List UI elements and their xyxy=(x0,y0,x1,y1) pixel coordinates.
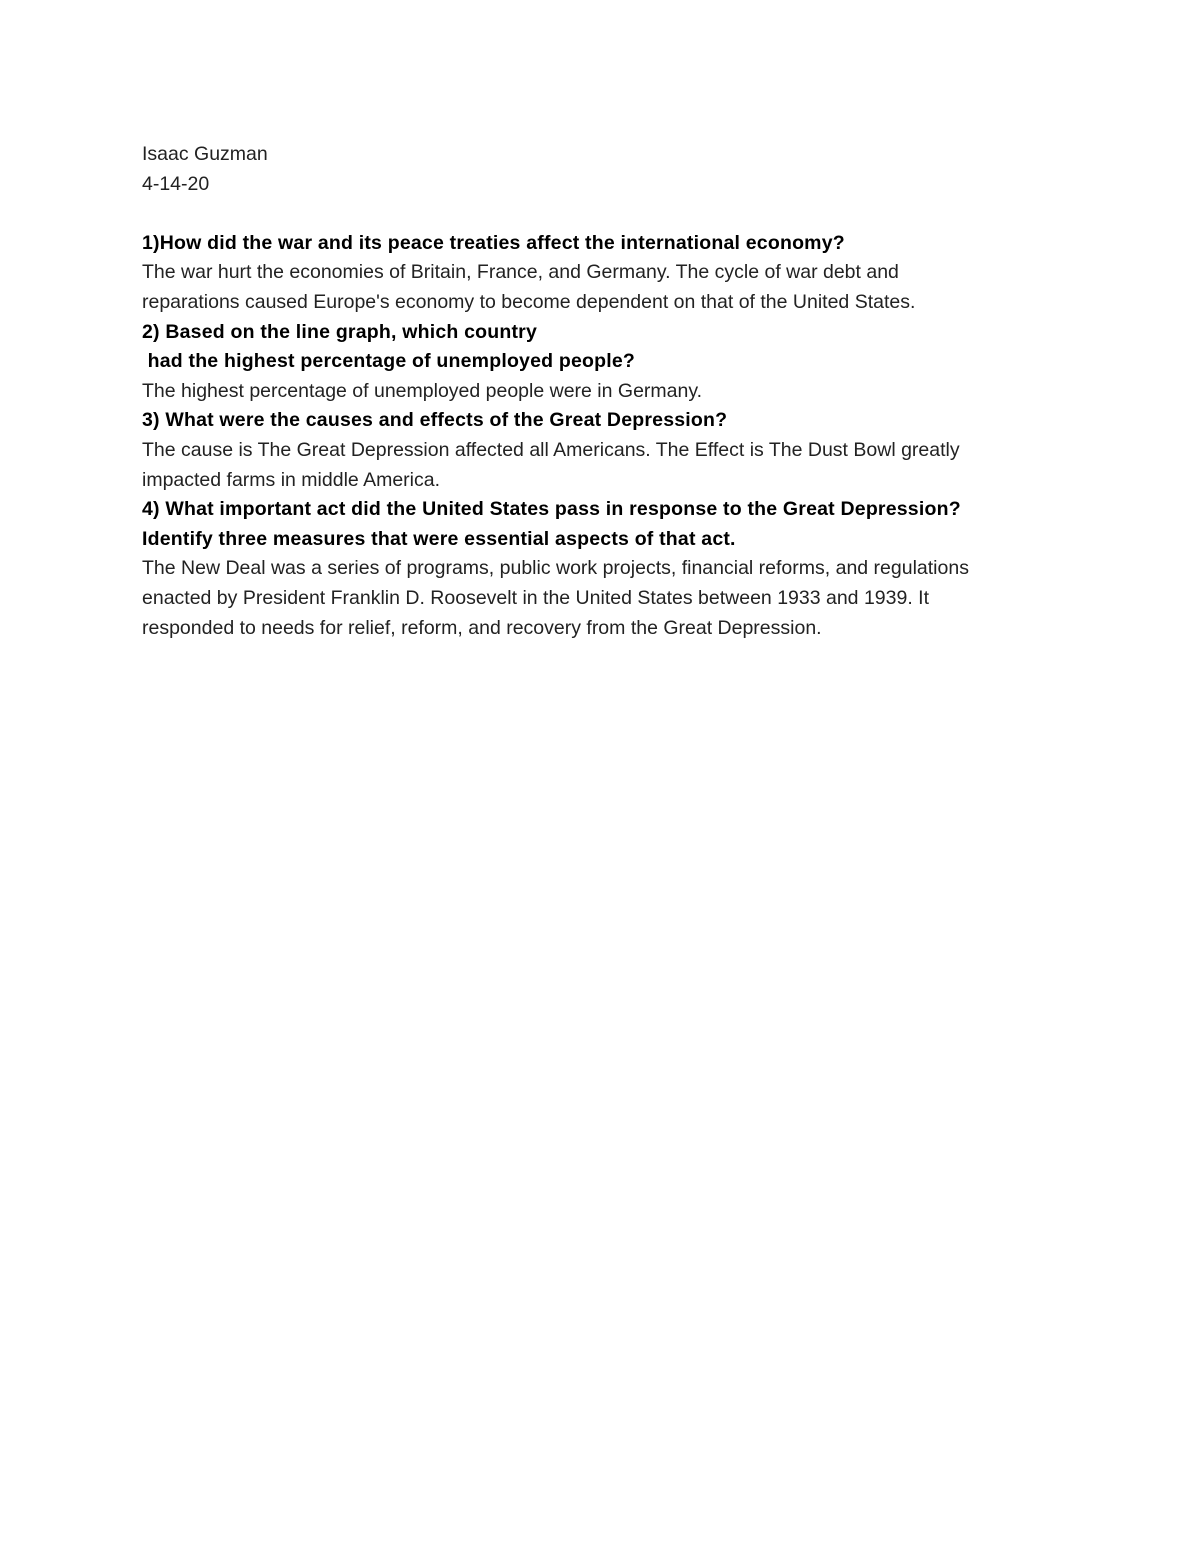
answer-1-line-2: reparations caused Europe's economy to become dependent on that of the United States. xyxy=(142,290,916,313)
question-3: 3) What were the causes and effects of the Great Depression? xyxy=(142,409,728,432)
answer-4-line-3: responded to needs for relief, reform, and recovery from the Great Depression. xyxy=(142,616,822,639)
spacer xyxy=(142,199,1082,229)
answer-4-line-2: enacted by President Franklin D. Roosevelt in the United States between 1933 and 1939. It xyxy=(142,586,929,609)
question-2-line-2: had the highest percentage of unemployed people? xyxy=(142,350,636,373)
answer-3-line-2: impacted farms in middle America. xyxy=(142,468,441,491)
question-2-line-1: 2) Based on the line graph, which country xyxy=(142,320,538,343)
question-4-line-1: 4) What important act did the United States pass in response to the Great Depression? xyxy=(142,498,961,521)
document-date: 4-14-20 xyxy=(142,172,210,195)
document-body xyxy=(142,140,1082,643)
author-name: Isaac Guzman xyxy=(142,143,268,165)
question-4-line-2: Identify three measures that were essential aspects of that act. xyxy=(142,527,736,550)
answer-3-line-1: The cause is The Great Depression affected all Americans. The Effect is The Dust Bowl greatly xyxy=(142,438,960,461)
answer-1-line-1: The war hurt the economies of Britain, France, and Germany. The cycle of war debt and xyxy=(142,261,899,284)
question-1: 1)How did the war and its peace treaties affect the international economy? xyxy=(142,231,845,254)
answer-4-line-1: The New Deal was a series of programs, public work projects, financial reforms, and regulations xyxy=(142,557,969,580)
answer-2-line-1: The highest percentage of unemployed people were in Germany. xyxy=(142,379,703,402)
